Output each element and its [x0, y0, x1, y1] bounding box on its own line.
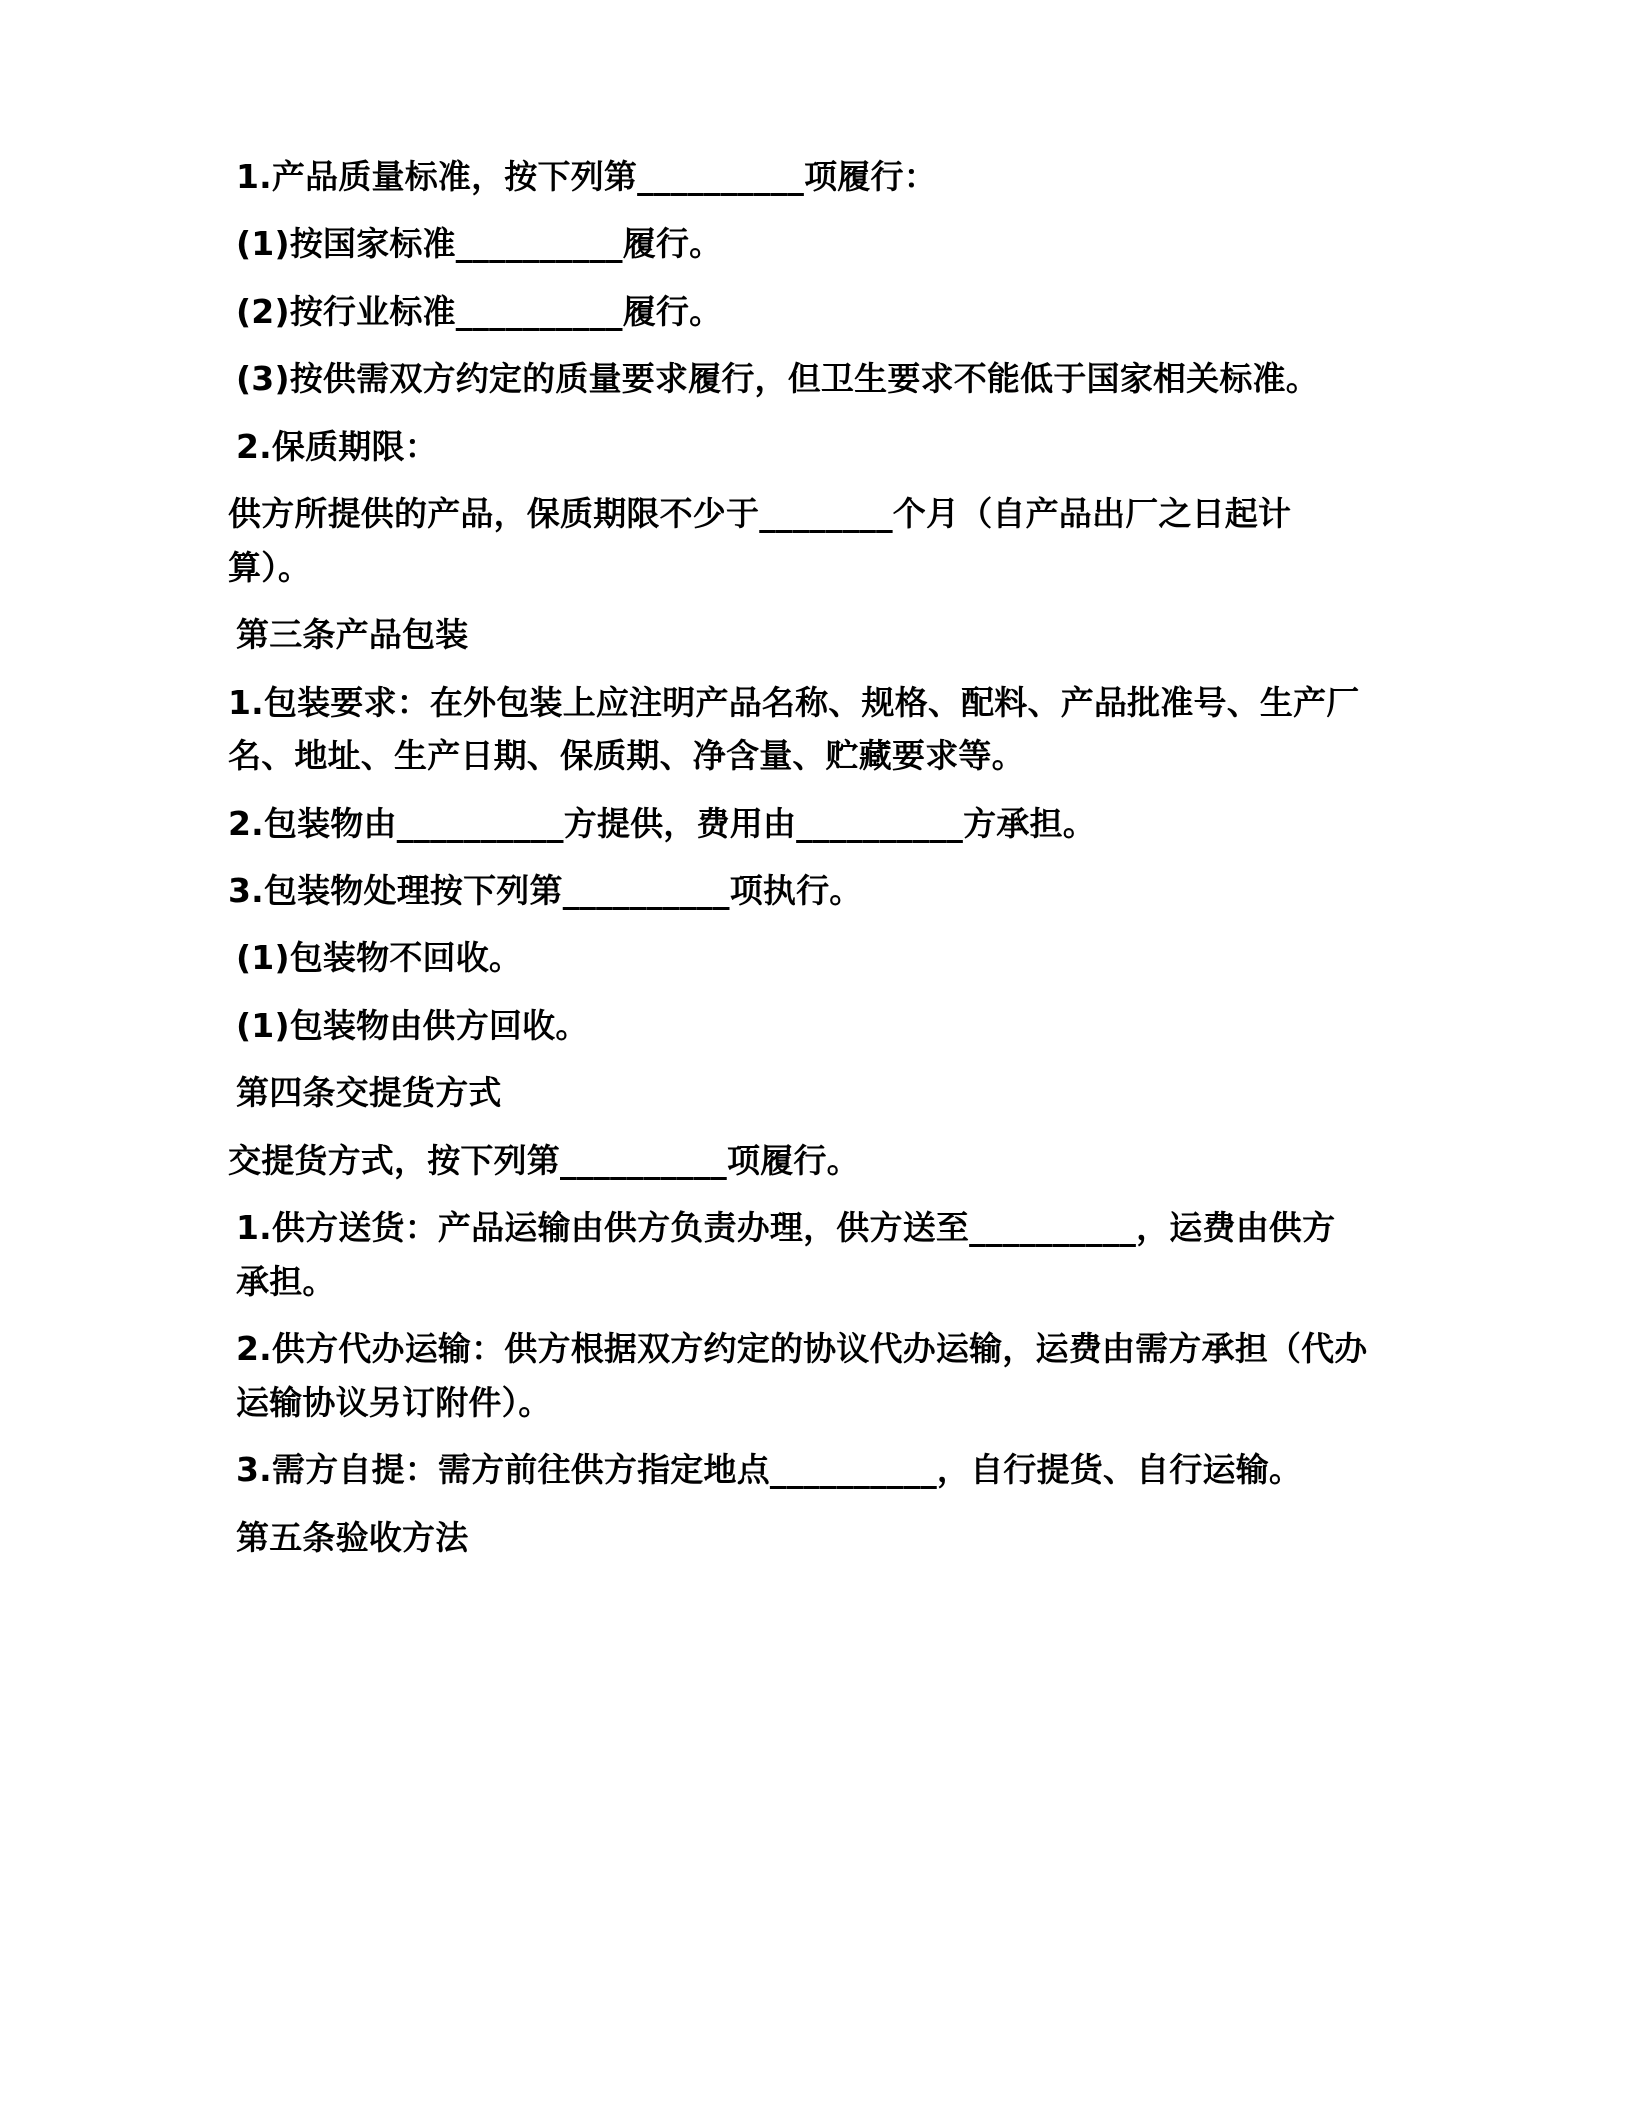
- paragraph-quality-standard-intro: 1.产品质量标准，按下列第__________项履行：: [236, 157, 937, 196]
- paragraph-national-standard: (1)按国家标准__________履行。: [236, 224, 723, 264]
- paragraph-packaging-disposal: 3.包装物处理按下列第__________项执行。: [228, 870, 863, 910]
- paragraph-supplier-delivery: 1.供方送货：产品运输由供方负责办理，供方送至__________，运费由供方承担。: [236, 1208, 1336, 1301]
- paragraph-shelf-life-heading: 2.保质期限：: [236, 426, 438, 466]
- paragraph-delivery-method-intro: 交提货方式，按下列第__________项履行。: [228, 1140, 860, 1180]
- document-body: [228, 150, 1368, 1564]
- paragraph-shelf-life-detail: 供方所提供的产品，保质期限不少于________个月（自产品出厂之日起计算）。: [228, 494, 1292, 587]
- paragraph-buyer-self-pickup: 3.需方自提：需方前往供方指定地点__________，自行提货、自行运输。: [236, 1450, 1303, 1490]
- paragraph-supplier-arranged-transport: 2.供方代办运输：供方根据双方约定的协议代办运输，运费由需方承担（代办运输协议另订附件）。: [236, 1329, 1368, 1422]
- paragraph-packaging-provider: 2.包装物由__________方提供，费用由__________方承担。: [228, 803, 1096, 843]
- heading-article-five-acceptance: 第五条验收方法: [236, 1517, 469, 1557]
- heading-article-three-packaging: 第三条产品包装: [236, 615, 469, 655]
- paragraph-industry-standard: (2)按行业标准__________履行。: [236, 291, 723, 331]
- paragraph-packaging-recycled-by-supplier: (1)包装物由供方回收。: [236, 1005, 589, 1045]
- heading-article-four-delivery: 第四条交提货方式: [236, 1073, 502, 1113]
- paragraph-packaging-requirements: 1.包装要求：在外包装上应注明产品名称、规格、配料、产品批准号、生产厂名、地址、生产日期、保质期、净含量、贮藏要求等。: [228, 682, 1360, 776]
- paragraph-agreed-quality: (3)按供需双方约定的质量要求履行，但卫生要求不能低于国家相关标准。: [236, 359, 1319, 399]
- paragraph-packaging-not-recycled: (1)包装物不回收。: [236, 938, 523, 978]
